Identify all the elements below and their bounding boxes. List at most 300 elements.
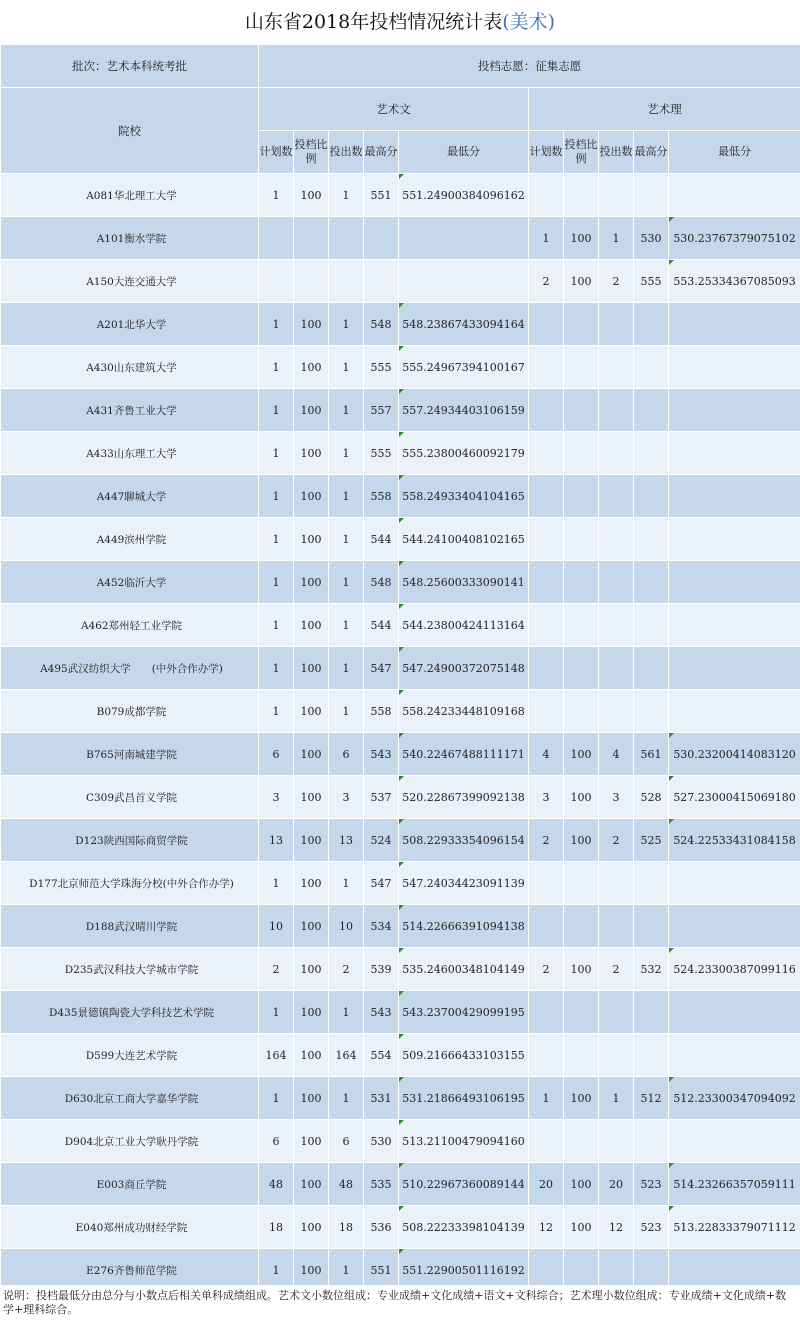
li-max-cell: 530: [634, 217, 669, 260]
wen-max-cell: 548: [364, 303, 399, 346]
wen-ratio-header: 投档比例: [294, 131, 329, 174]
li-min-cell: [669, 862, 800, 905]
li-plan-cell: [529, 561, 564, 604]
wen-out-cell: 1: [329, 1249, 364, 1292]
wen-plan-cell: [259, 260, 294, 303]
wen-min-cell: 520.22867399092138: [399, 776, 529, 819]
wen-plan-cell: 1: [259, 389, 294, 432]
wen-plan-cell: 48: [259, 1163, 294, 1206]
li-max-cell: [634, 905, 669, 948]
table-row: [1, 991, 800, 1034]
li-out-cell: 4: [599, 733, 634, 776]
table-row: [1, 948, 800, 991]
school-name: A452临沂大学: [1, 561, 259, 604]
wen-max-cell: 555: [364, 432, 399, 475]
li-ratio-cell: [564, 432, 599, 475]
li-max-cell: [634, 174, 669, 217]
wen-out-cell: 1: [329, 647, 364, 690]
school-name: A150大连交通大学: [1, 260, 259, 303]
wen-ratio-cell: 100: [294, 733, 329, 776]
wen-max-cell: 535: [364, 1163, 399, 1206]
wen-ratio-cell: 100: [294, 690, 329, 733]
li-out-cell: 1: [599, 217, 634, 260]
wen-max-cell: 530: [364, 1120, 399, 1163]
li-plan-cell: [529, 174, 564, 217]
li-min-cell: [669, 303, 800, 346]
li-plan-cell: [529, 862, 564, 905]
wen-max-cell: 524: [364, 819, 399, 862]
wen-plan-cell: 1: [259, 561, 294, 604]
wen-out-cell: [329, 217, 364, 260]
li-ratio-cell: [564, 561, 599, 604]
wen-min-cell: 558.24233448109168: [399, 690, 529, 733]
li-plan-cell: [529, 518, 564, 561]
school-name: D904北京工业大学耿丹学院: [1, 1120, 259, 1163]
table-row: [1, 1120, 800, 1163]
wen-out-cell: 1: [329, 561, 364, 604]
li-max-cell: [634, 604, 669, 647]
wen-min-header: 最低分: [399, 131, 529, 174]
wen-min-cell: 555.24967394100167: [399, 346, 529, 389]
wen-out-cell: 3: [329, 776, 364, 819]
table-row: [1, 1077, 800, 1120]
table-row: [1, 690, 800, 733]
batch-cell: 批次：艺术本科统考批: [1, 45, 259, 88]
li-max-cell: [634, 303, 669, 346]
li-min-cell: 527.23000415069180: [669, 776, 800, 819]
wen-min-cell: 508.22933354096154: [399, 819, 529, 862]
li-ratio-cell: 100: [564, 217, 599, 260]
li-max-cell: 523: [634, 1206, 669, 1249]
li-min-cell: [669, 1034, 800, 1077]
li-ratio-cell: [564, 690, 599, 733]
table-row: [1, 733, 800, 776]
li-plan-cell: [529, 389, 564, 432]
li-max-cell: [634, 862, 669, 905]
wen-min-cell: [399, 260, 529, 303]
wen-out-cell: 6: [329, 1120, 364, 1163]
li-out-cell: [599, 604, 634, 647]
wen-ratio-cell: [294, 217, 329, 260]
wen-out-cell: 1: [329, 303, 364, 346]
li-out-cell: [599, 862, 634, 905]
wen-min-cell: 544.23800424113164: [399, 604, 529, 647]
li-min-cell: [669, 518, 800, 561]
wen-max-cell: 551: [364, 174, 399, 217]
school-name: D123陕西国际商贸学院: [1, 819, 259, 862]
li-out-cell: [599, 389, 634, 432]
li-min-cell: [669, 1120, 800, 1163]
wen-plan-cell: 1: [259, 346, 294, 389]
wen-ratio-cell: 100: [294, 389, 329, 432]
wen-out-cell: 1: [329, 690, 364, 733]
li-out-cell: [599, 303, 634, 346]
table-row: [1, 1206, 800, 1249]
admission-table: [0, 44, 800, 1292]
li-min-cell: 524.23300387099116: [669, 948, 800, 991]
school-name: A201北华大学: [1, 303, 259, 346]
wen-min-cell: 547.24034423091139: [399, 862, 529, 905]
li-ratio-cell: [564, 174, 599, 217]
wen-max-cell: 537: [364, 776, 399, 819]
wen-max-cell: 558: [364, 690, 399, 733]
li-min-cell: 514.23266357059111: [669, 1163, 800, 1206]
li-plan-cell: 2: [529, 948, 564, 991]
table-row: [1, 432, 800, 475]
wen-ratio-cell: 100: [294, 303, 329, 346]
li-out-cell: [599, 475, 634, 518]
school-name: D435景德镇陶瓷大学科技艺术学院: [1, 991, 259, 1034]
wen-out-cell: 164: [329, 1034, 364, 1077]
li-ratio-cell: 100: [564, 819, 599, 862]
school-name: C309武昌首义学院: [1, 776, 259, 819]
wen-plan-cell: 1: [259, 303, 294, 346]
wen-out-cell: 1: [329, 389, 364, 432]
li-max-cell: [634, 1034, 669, 1077]
title-highlight: (美术): [502, 11, 556, 33]
wen-out-cell: 10: [329, 905, 364, 948]
table-row: [1, 819, 800, 862]
li-ratio-cell: [564, 346, 599, 389]
wen-max-cell: 543: [364, 733, 399, 776]
li-plan-cell: 1: [529, 217, 564, 260]
li-out-cell: [599, 905, 634, 948]
school-name: D630北京工商大学嘉华学院: [1, 1077, 259, 1120]
school-name: D177北京师范大学珠海分校(中外合作办学): [1, 862, 259, 905]
li-max-cell: [634, 561, 669, 604]
page-title: [0, 0, 800, 44]
table-row: [1, 647, 800, 690]
school-name: B765河南城建学院: [1, 733, 259, 776]
wen-plan-cell: 3: [259, 776, 294, 819]
li-plan-cell: 1: [529, 1077, 564, 1120]
wen-min-cell: 510.22967360089144: [399, 1163, 529, 1206]
table-row: [1, 1034, 800, 1077]
wen-max-cell: 544: [364, 604, 399, 647]
li-max-cell: 525: [634, 819, 669, 862]
li-max-cell: 528: [634, 776, 669, 819]
li-plan-cell: [529, 432, 564, 475]
li-plan-cell: [529, 905, 564, 948]
wen-min-cell: 513.21100479094160: [399, 1120, 529, 1163]
table-row: [1, 905, 800, 948]
wen-max-cell: 547: [364, 862, 399, 905]
wen-ratio-cell: 100: [294, 604, 329, 647]
li-ratio-cell: [564, 303, 599, 346]
wen-out-cell: 6: [329, 733, 364, 776]
wen-ratio-cell: 100: [294, 1206, 329, 1249]
li-min-cell: 524.22533431084158: [669, 819, 800, 862]
li-plan-cell: [529, 647, 564, 690]
table-row: [1, 217, 800, 260]
li-header: 艺术理: [529, 88, 800, 131]
school-name: A081华北理工大学: [1, 174, 259, 217]
wen-max-cell: 557: [364, 389, 399, 432]
table-row: [1, 518, 800, 561]
wen-max-cell: [364, 217, 399, 260]
li-out-cell: [599, 346, 634, 389]
li-ratio-cell: [564, 389, 599, 432]
wen-header: 艺术文: [259, 88, 529, 131]
wen-out-cell: 48: [329, 1163, 364, 1206]
li-ratio-cell: [564, 475, 599, 518]
wen-plan-cell: 1: [259, 1249, 294, 1292]
li-max-cell: 561: [634, 733, 669, 776]
school-name: D235武汉科技大学城市学院: [1, 948, 259, 991]
wen-ratio-cell: 100: [294, 1077, 329, 1120]
wen-min-cell: 547.24900372075148: [399, 647, 529, 690]
li-min-cell: [669, 346, 800, 389]
li-plan-cell: 2: [529, 819, 564, 862]
wen-min-cell: 531.21866493106195: [399, 1077, 529, 1120]
li-max-cell: 512: [634, 1077, 669, 1120]
wen-max-header: 最高分: [364, 131, 399, 174]
school-name: A101衡水学院: [1, 217, 259, 260]
table-row: [1, 303, 800, 346]
table-row: [1, 561, 800, 604]
li-max-cell: 523: [634, 1163, 669, 1206]
wen-plan-cell: 1: [259, 518, 294, 561]
li-plan-cell: 4: [529, 733, 564, 776]
li-max-header: 最高分: [634, 131, 669, 174]
table-row: [1, 346, 800, 389]
wen-ratio-cell: 100: [294, 561, 329, 604]
li-max-cell: [634, 346, 669, 389]
school-name: A431齐鲁工业大学: [1, 389, 259, 432]
wen-min-cell: 540.22467488111171: [399, 733, 529, 776]
li-max-cell: [634, 1120, 669, 1163]
footnote: 说明：投档最低分由总分与小数点后相关单科成绩组成。艺术文小数位组成：专业成绩+文化成绩+语文+文科综合；艺术理小数位组成：专业成绩+文化成绩+数学+理科综合。: [0, 1285, 800, 1321]
li-out-cell: [599, 647, 634, 690]
table-row: [1, 776, 800, 819]
wen-ratio-cell: 100: [294, 1120, 329, 1163]
li-ratio-cell: 100: [564, 260, 599, 303]
li-out-cell: 20: [599, 1163, 634, 1206]
volunteer-cell: 投档志愿：征集志愿: [259, 45, 800, 88]
li-plan-cell: [529, 690, 564, 733]
li-out-cell: 12: [599, 1206, 634, 1249]
li-out-cell: 2: [599, 819, 634, 862]
wen-out-cell: 1: [329, 432, 364, 475]
li-max-cell: [634, 389, 669, 432]
li-min-cell: [669, 561, 800, 604]
li-ratio-header: 投档比例: [564, 131, 599, 174]
wen-ratio-cell: 100: [294, 1249, 329, 1292]
wen-plan-cell: 1: [259, 432, 294, 475]
wen-out-cell: 1: [329, 991, 364, 1034]
wen-ratio-cell: 100: [294, 346, 329, 389]
wen-min-cell: 548.25600333090141: [399, 561, 529, 604]
wen-plan-cell: 1: [259, 647, 294, 690]
wen-plan-cell: 164: [259, 1034, 294, 1077]
wen-plan-cell: 1: [259, 991, 294, 1034]
li-max-cell: [634, 518, 669, 561]
li-min-cell: [669, 604, 800, 647]
wen-ratio-cell: 100: [294, 819, 329, 862]
li-max-cell: [634, 991, 669, 1034]
li-out-cell: [599, 1120, 634, 1163]
school-name: A447聊城大学: [1, 475, 259, 518]
wen-max-cell: 558: [364, 475, 399, 518]
wen-plan-cell: 1: [259, 475, 294, 518]
wen-max-cell: 555: [364, 346, 399, 389]
li-out-cell: [599, 518, 634, 561]
li-min-cell: [669, 991, 800, 1034]
wen-max-cell: 551: [364, 1249, 399, 1292]
li-min-cell: [669, 647, 800, 690]
li-plan-cell: [529, 475, 564, 518]
wen-plan-cell: 1: [259, 862, 294, 905]
li-ratio-cell: [564, 647, 599, 690]
wen-out-cell: 1: [329, 604, 364, 647]
wen-max-cell: 544: [364, 518, 399, 561]
li-max-cell: 532: [634, 948, 669, 991]
li-max-cell: [634, 647, 669, 690]
wen-max-cell: 534: [364, 905, 399, 948]
wen-ratio-cell: 100: [294, 518, 329, 561]
school-name: A433山东理工大学: [1, 432, 259, 475]
li-plan-header: 计划数: [529, 131, 564, 174]
wen-max-cell: 554: [364, 1034, 399, 1077]
wen-ratio-cell: 100: [294, 776, 329, 819]
li-min-header: 最低分: [669, 131, 800, 174]
wen-plan-cell: 2: [259, 948, 294, 991]
table-row: [1, 862, 800, 905]
wen-out-cell: 1: [329, 346, 364, 389]
li-ratio-cell: [564, 1034, 599, 1077]
wen-min-cell: 551.22900501116192: [399, 1249, 529, 1292]
wen-out-cell: 1: [329, 518, 364, 561]
li-plan-cell: [529, 1034, 564, 1077]
wen-min-cell: 557.24934403106159: [399, 389, 529, 432]
li-out-cell: [599, 174, 634, 217]
wen-ratio-cell: 100: [294, 991, 329, 1034]
li-max-cell: 555: [634, 260, 669, 303]
wen-ratio-cell: 100: [294, 948, 329, 991]
wen-plan-cell: 18: [259, 1206, 294, 1249]
wen-out-cell: [329, 260, 364, 303]
wen-max-cell: [364, 260, 399, 303]
school-name: A462郑州轻工业学院: [1, 604, 259, 647]
school-name: E003商丘学院: [1, 1163, 259, 1206]
li-max-cell: [634, 690, 669, 733]
wen-out-cell: 13: [329, 819, 364, 862]
wen-ratio-cell: 100: [294, 475, 329, 518]
school-name: E276齐鲁师范学院: [1, 1249, 259, 1292]
li-plan-cell: [529, 303, 564, 346]
wen-ratio-cell: 100: [294, 1163, 329, 1206]
school-name: D188武汉晴川学院: [1, 905, 259, 948]
wen-max-cell: 536: [364, 1206, 399, 1249]
table-row: [1, 260, 800, 303]
wen-max-cell: 531: [364, 1077, 399, 1120]
li-ratio-cell: 100: [564, 733, 599, 776]
school-name: A449滨州学院: [1, 518, 259, 561]
li-out-cell: [599, 432, 634, 475]
li-ratio-cell: [564, 862, 599, 905]
li-min-cell: [669, 432, 800, 475]
li-min-cell: 553.25334367085093: [669, 260, 800, 303]
li-ratio-cell: [564, 604, 599, 647]
li-ratio-cell: 100: [564, 1206, 599, 1249]
school-name: D599大连艺术学院: [1, 1034, 259, 1077]
li-ratio-cell: [564, 518, 599, 561]
wen-max-cell: 548: [364, 561, 399, 604]
li-out-cell: [599, 991, 634, 1034]
li-min-cell: [669, 475, 800, 518]
wen-min-cell: 508.22233398104139: [399, 1206, 529, 1249]
wen-ratio-cell: 100: [294, 905, 329, 948]
wen-min-cell: 558.24933404104165: [399, 475, 529, 518]
wen-out-cell: 1: [329, 1077, 364, 1120]
li-min-cell: [669, 389, 800, 432]
li-min-cell: 530.23200414083120: [669, 733, 800, 776]
school-name: B079成都学院: [1, 690, 259, 733]
wen-min-cell: 509.21666433103155: [399, 1034, 529, 1077]
li-max-cell: [634, 475, 669, 518]
li-out-cell: 1: [599, 1077, 634, 1120]
wen-plan-cell: 13: [259, 819, 294, 862]
wen-out-cell: 1: [329, 174, 364, 217]
wen-min-cell: 543.23700429099195: [399, 991, 529, 1034]
li-ratio-cell: 100: [564, 948, 599, 991]
li-ratio-cell: 100: [564, 776, 599, 819]
wen-out-cell: 18: [329, 1206, 364, 1249]
li-out-cell: [599, 561, 634, 604]
wen-ratio-cell: 100: [294, 174, 329, 217]
wen-max-cell: 547: [364, 647, 399, 690]
li-min-cell: 513.22833379071112: [669, 1206, 800, 1249]
wen-plan-cell: 1: [259, 174, 294, 217]
wen-out-cell: 1: [329, 862, 364, 905]
title-main: 山东省2018年投档情况统计表: [244, 11, 503, 33]
wen-plan-header: 计划数: [259, 131, 294, 174]
table-row: [1, 475, 800, 518]
wen-ratio-cell: 100: [294, 862, 329, 905]
li-plan-cell: 3: [529, 776, 564, 819]
li-max-cell: [634, 432, 669, 475]
li-min-cell: [669, 174, 800, 217]
school-header: 院校: [1, 88, 259, 174]
wen-plan-cell: 1: [259, 604, 294, 647]
wen-min-cell: 548.23867433094164: [399, 303, 529, 346]
wen-min-cell: [399, 217, 529, 260]
li-plan-cell: [529, 991, 564, 1034]
li-out-cell: 2: [599, 260, 634, 303]
wen-ratio-cell: 100: [294, 1034, 329, 1077]
li-plan-cell: [529, 1120, 564, 1163]
wen-plan-cell: 6: [259, 1120, 294, 1163]
wen-min-cell: 555.23800460092179: [399, 432, 529, 475]
li-ratio-cell: [564, 905, 599, 948]
table-row: [1, 389, 800, 432]
school-name: E040郑州成功财经学院: [1, 1206, 259, 1249]
wen-out-cell: 1: [329, 475, 364, 518]
li-min-cell: 530.23767379075102: [669, 217, 800, 260]
wen-min-cell: 535.24600348104149: [399, 948, 529, 991]
li-out-header: 投出数: [599, 131, 634, 174]
li-min-cell: [669, 690, 800, 733]
wen-max-cell: 543: [364, 991, 399, 1034]
wen-max-cell: 539: [364, 948, 399, 991]
li-plan-cell: [529, 346, 564, 389]
li-out-cell: 3: [599, 776, 634, 819]
li-ratio-cell: 100: [564, 1077, 599, 1120]
li-out-cell: [599, 690, 634, 733]
school-name: A495武汉纺织大学 (中外合作办学): [1, 647, 259, 690]
li-min-cell: 512.23300347094092: [669, 1077, 800, 1120]
li-ratio-cell: 100: [564, 1163, 599, 1206]
